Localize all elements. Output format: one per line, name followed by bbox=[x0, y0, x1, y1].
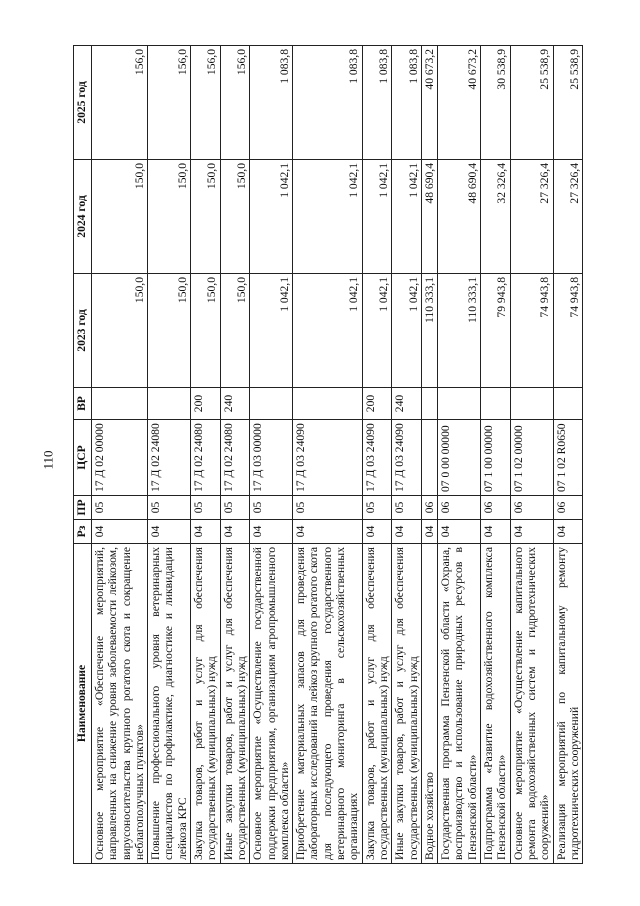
cell-rz: 04 bbox=[481, 520, 511, 544]
cell-2023: 79 943,8 bbox=[481, 274, 511, 388]
cell-2024: 150,0 bbox=[148, 160, 191, 274]
cell-pr: 05 bbox=[392, 496, 422, 520]
header-name: Наименование bbox=[74, 544, 92, 864]
cell-2025: 40 673,2 bbox=[421, 46, 437, 160]
cell-name: Реализация мероприятий по капитальному ремонту гидротехнических сооружений bbox=[553, 544, 583, 864]
header-rz: Рз bbox=[74, 520, 92, 544]
cell-vr bbox=[438, 388, 481, 420]
cell-csr: 17 Д 03 00000 bbox=[250, 420, 293, 496]
table-row bbox=[250, 46, 293, 864]
cell-2023: 74 943,8 bbox=[510, 274, 553, 388]
cell-2023: 1 042,1 bbox=[392, 274, 422, 388]
cell-2025: 25 538,9 bbox=[510, 46, 553, 160]
cell-vr bbox=[510, 388, 553, 420]
cell-rz: 04 bbox=[250, 520, 293, 544]
table-row bbox=[392, 46, 422, 864]
rotated-document bbox=[73, 46, 581, 864]
cell-2024: 150,0 bbox=[220, 160, 250, 274]
cell-2025: 1 083,8 bbox=[362, 46, 392, 160]
table-row bbox=[510, 46, 553, 864]
cell-rz: 04 bbox=[510, 520, 553, 544]
cell-name: Подпрограмма «Развитие водохозяйственного комплекса Пензенской области» bbox=[481, 544, 511, 864]
cell-name: Повышение профессионального уровня ветеринарных специалистов по профилактике, диагностике и ликвидации лейкоза КРС bbox=[148, 544, 191, 864]
cell-csr: 17 Д 03 24090 bbox=[392, 420, 422, 496]
cell-vr bbox=[553, 388, 583, 420]
cell-vr bbox=[148, 388, 191, 420]
cell-csr: 07 1 00 00000 bbox=[481, 420, 511, 496]
cell-vr bbox=[293, 388, 362, 420]
cell-csr: 17 Д 02 24080 bbox=[220, 420, 250, 496]
cell-rz: 04 bbox=[392, 520, 422, 544]
cell-2023: 150,0 bbox=[148, 274, 191, 388]
cell-rz: 04 bbox=[293, 520, 362, 544]
page-number bbox=[41, 445, 57, 475]
cell-name: Приобретение материальных запасов для проведения лабораторных исследований на лейкоз крупного рогатого скота для последующего проведения государственного ветеринарного мониторинга в сельскохозяйственных организациях bbox=[293, 544, 362, 864]
cell-2023: 110 333,1 bbox=[421, 274, 437, 388]
header-2024: 2024 год bbox=[74, 160, 92, 274]
cell-vr bbox=[92, 388, 148, 420]
table-row bbox=[553, 46, 583, 864]
table-body bbox=[92, 46, 583, 864]
cell-pr: 05 bbox=[92, 496, 148, 520]
cell-pr: 06 bbox=[510, 496, 553, 520]
header-2023: 2023 год bbox=[74, 274, 92, 388]
table-row bbox=[293, 46, 362, 864]
cell-pr: 06 bbox=[553, 496, 583, 520]
header-pr: ПР bbox=[74, 496, 92, 520]
table-row bbox=[191, 46, 221, 864]
header-vr: ВР bbox=[74, 388, 92, 420]
cell-vr: 240 bbox=[392, 388, 422, 420]
cell-name: Закупка товаров, работ и услуг для обеспечения государственных (муниципальных) нужд bbox=[191, 544, 221, 864]
rotated-content bbox=[73, 46, 581, 864]
cell-2024: 48 690,4 bbox=[421, 160, 437, 274]
cell-rz: 04 bbox=[553, 520, 583, 544]
cell-2024: 1 042,1 bbox=[250, 160, 293, 274]
cell-2024: 32 326,4 bbox=[481, 160, 511, 274]
cell-csr: 17 Д 02 24080 bbox=[148, 420, 191, 496]
cell-2025: 156,0 bbox=[220, 46, 250, 160]
table-header-row bbox=[74, 46, 92, 864]
cell-2024: 27 326,4 bbox=[510, 160, 553, 274]
cell-2025: 1 083,8 bbox=[293, 46, 362, 160]
cell-rz: 04 bbox=[438, 520, 481, 544]
cell-vr: 240 bbox=[220, 388, 250, 420]
cell-vr: 200 bbox=[362, 388, 392, 420]
cell-name: Государственная программа Пензенской области «Охрана, воспроизводство и использование природных ресурсов в Пензенской области» bbox=[438, 544, 481, 864]
cell-2024: 48 690,4 bbox=[438, 160, 481, 274]
cell-2023: 150,0 bbox=[92, 274, 148, 388]
cell-rz: 04 bbox=[148, 520, 191, 544]
cell-rz: 04 bbox=[92, 520, 148, 544]
cell-name: Основное мероприятие «Осуществление государственной поддержки предприятиям, организациям агропромышленного комплекса области» bbox=[250, 544, 293, 864]
cell-csr: 07 1 02 R0650 bbox=[553, 420, 583, 496]
cell-2025: 156,0 bbox=[191, 46, 221, 160]
cell-2024: 1 042,1 bbox=[362, 160, 392, 274]
cell-csr: 07 1 02 00000 bbox=[510, 420, 553, 496]
header-2025: 2025 год bbox=[74, 46, 92, 160]
cell-name: Водное хозяйство bbox=[421, 544, 437, 864]
cell-2023: 1 042,1 bbox=[250, 274, 293, 388]
cell-pr: 05 bbox=[191, 496, 221, 520]
cell-csr: 17 Д 03 24090 bbox=[362, 420, 392, 496]
cell-2024: 150,0 bbox=[92, 160, 148, 274]
cell-2025: 40 673,2 bbox=[438, 46, 481, 160]
cell-2024: 27 326,4 bbox=[553, 160, 583, 274]
cell-2024: 150,0 bbox=[191, 160, 221, 274]
cell-csr: 17 Д 02 00000 bbox=[92, 420, 148, 496]
cell-name: Основное мероприятие «Обеспечение мероприятий, направленных на снижение уровня заболеваемости лейкозом, вирусоносительства крупного рогатого скота и сокращение неблагополучных пунктов» bbox=[92, 544, 148, 864]
cell-rz: 04 bbox=[191, 520, 221, 544]
cell-pr: 06 bbox=[421, 496, 437, 520]
cell-pr: 06 bbox=[481, 496, 511, 520]
cell-vr bbox=[421, 388, 437, 420]
cell-2025: 156,0 bbox=[148, 46, 191, 160]
cell-2025: 1 083,8 bbox=[392, 46, 422, 160]
cell-rz: 04 bbox=[362, 520, 392, 544]
table-row bbox=[220, 46, 250, 864]
table-row bbox=[92, 46, 148, 864]
cell-2023: 150,0 bbox=[220, 274, 250, 388]
cell-vr bbox=[481, 388, 511, 420]
cell-pr: 05 bbox=[220, 496, 250, 520]
table-row bbox=[481, 46, 511, 864]
page-number-text: 110 bbox=[41, 450, 56, 470]
cell-2024: 1 042,1 bbox=[293, 160, 362, 274]
budget-table bbox=[73, 45, 583, 864]
cell-pr: 06 bbox=[438, 496, 481, 520]
cell-2024: 1 042,1 bbox=[392, 160, 422, 274]
cell-2025: 1 083,8 bbox=[250, 46, 293, 160]
cell-2023: 1 042,1 bbox=[293, 274, 362, 388]
cell-2025: 25 538,9 bbox=[553, 46, 583, 160]
cell-name: Закупка товаров, работ и услуг для обеспечения государственных (муниципальных) нужд bbox=[362, 544, 392, 864]
cell-rz: 04 bbox=[220, 520, 250, 544]
cell-2023: 110 333,1 bbox=[438, 274, 481, 388]
cell-csr bbox=[421, 420, 437, 496]
table-row bbox=[148, 46, 191, 864]
table-row bbox=[438, 46, 481, 864]
cell-pr: 05 bbox=[362, 496, 392, 520]
cell-name: Основное мероприятие «Осуществление капитального ремонта водохозяйственных систем и гидротехнических сооружений» bbox=[510, 544, 553, 864]
cell-csr: 07 0 00 00000 bbox=[438, 420, 481, 496]
cell-2025: 30 538,9 bbox=[481, 46, 511, 160]
cell-pr: 05 bbox=[148, 496, 191, 520]
cell-name: Иные закупки товаров, работ и услуг для обеспечения государственных (муниципальных) нужд bbox=[392, 544, 422, 864]
cell-2025: 156,0 bbox=[92, 46, 148, 160]
cell-vr bbox=[250, 388, 293, 420]
table-row bbox=[421, 46, 437, 864]
cell-2023: 1 042,1 bbox=[362, 274, 392, 388]
cell-name: Иные закупки товаров, работ и услуг для обеспечения государственных (муниципальных) нужд bbox=[220, 544, 250, 864]
cell-rz: 04 bbox=[421, 520, 437, 544]
table-row bbox=[362, 46, 392, 864]
cell-vr: 200 bbox=[191, 388, 221, 420]
cell-2023: 150,0 bbox=[191, 274, 221, 388]
cell-2023: 74 943,8 bbox=[553, 274, 583, 388]
cell-pr: 05 bbox=[293, 496, 362, 520]
cell-csr: 17 Д 02 24080 bbox=[191, 420, 221, 496]
header-csr: ЦСР bbox=[74, 420, 92, 496]
cell-csr: 17 Д 03 24090 bbox=[293, 420, 362, 496]
cell-pr: 05 bbox=[250, 496, 293, 520]
